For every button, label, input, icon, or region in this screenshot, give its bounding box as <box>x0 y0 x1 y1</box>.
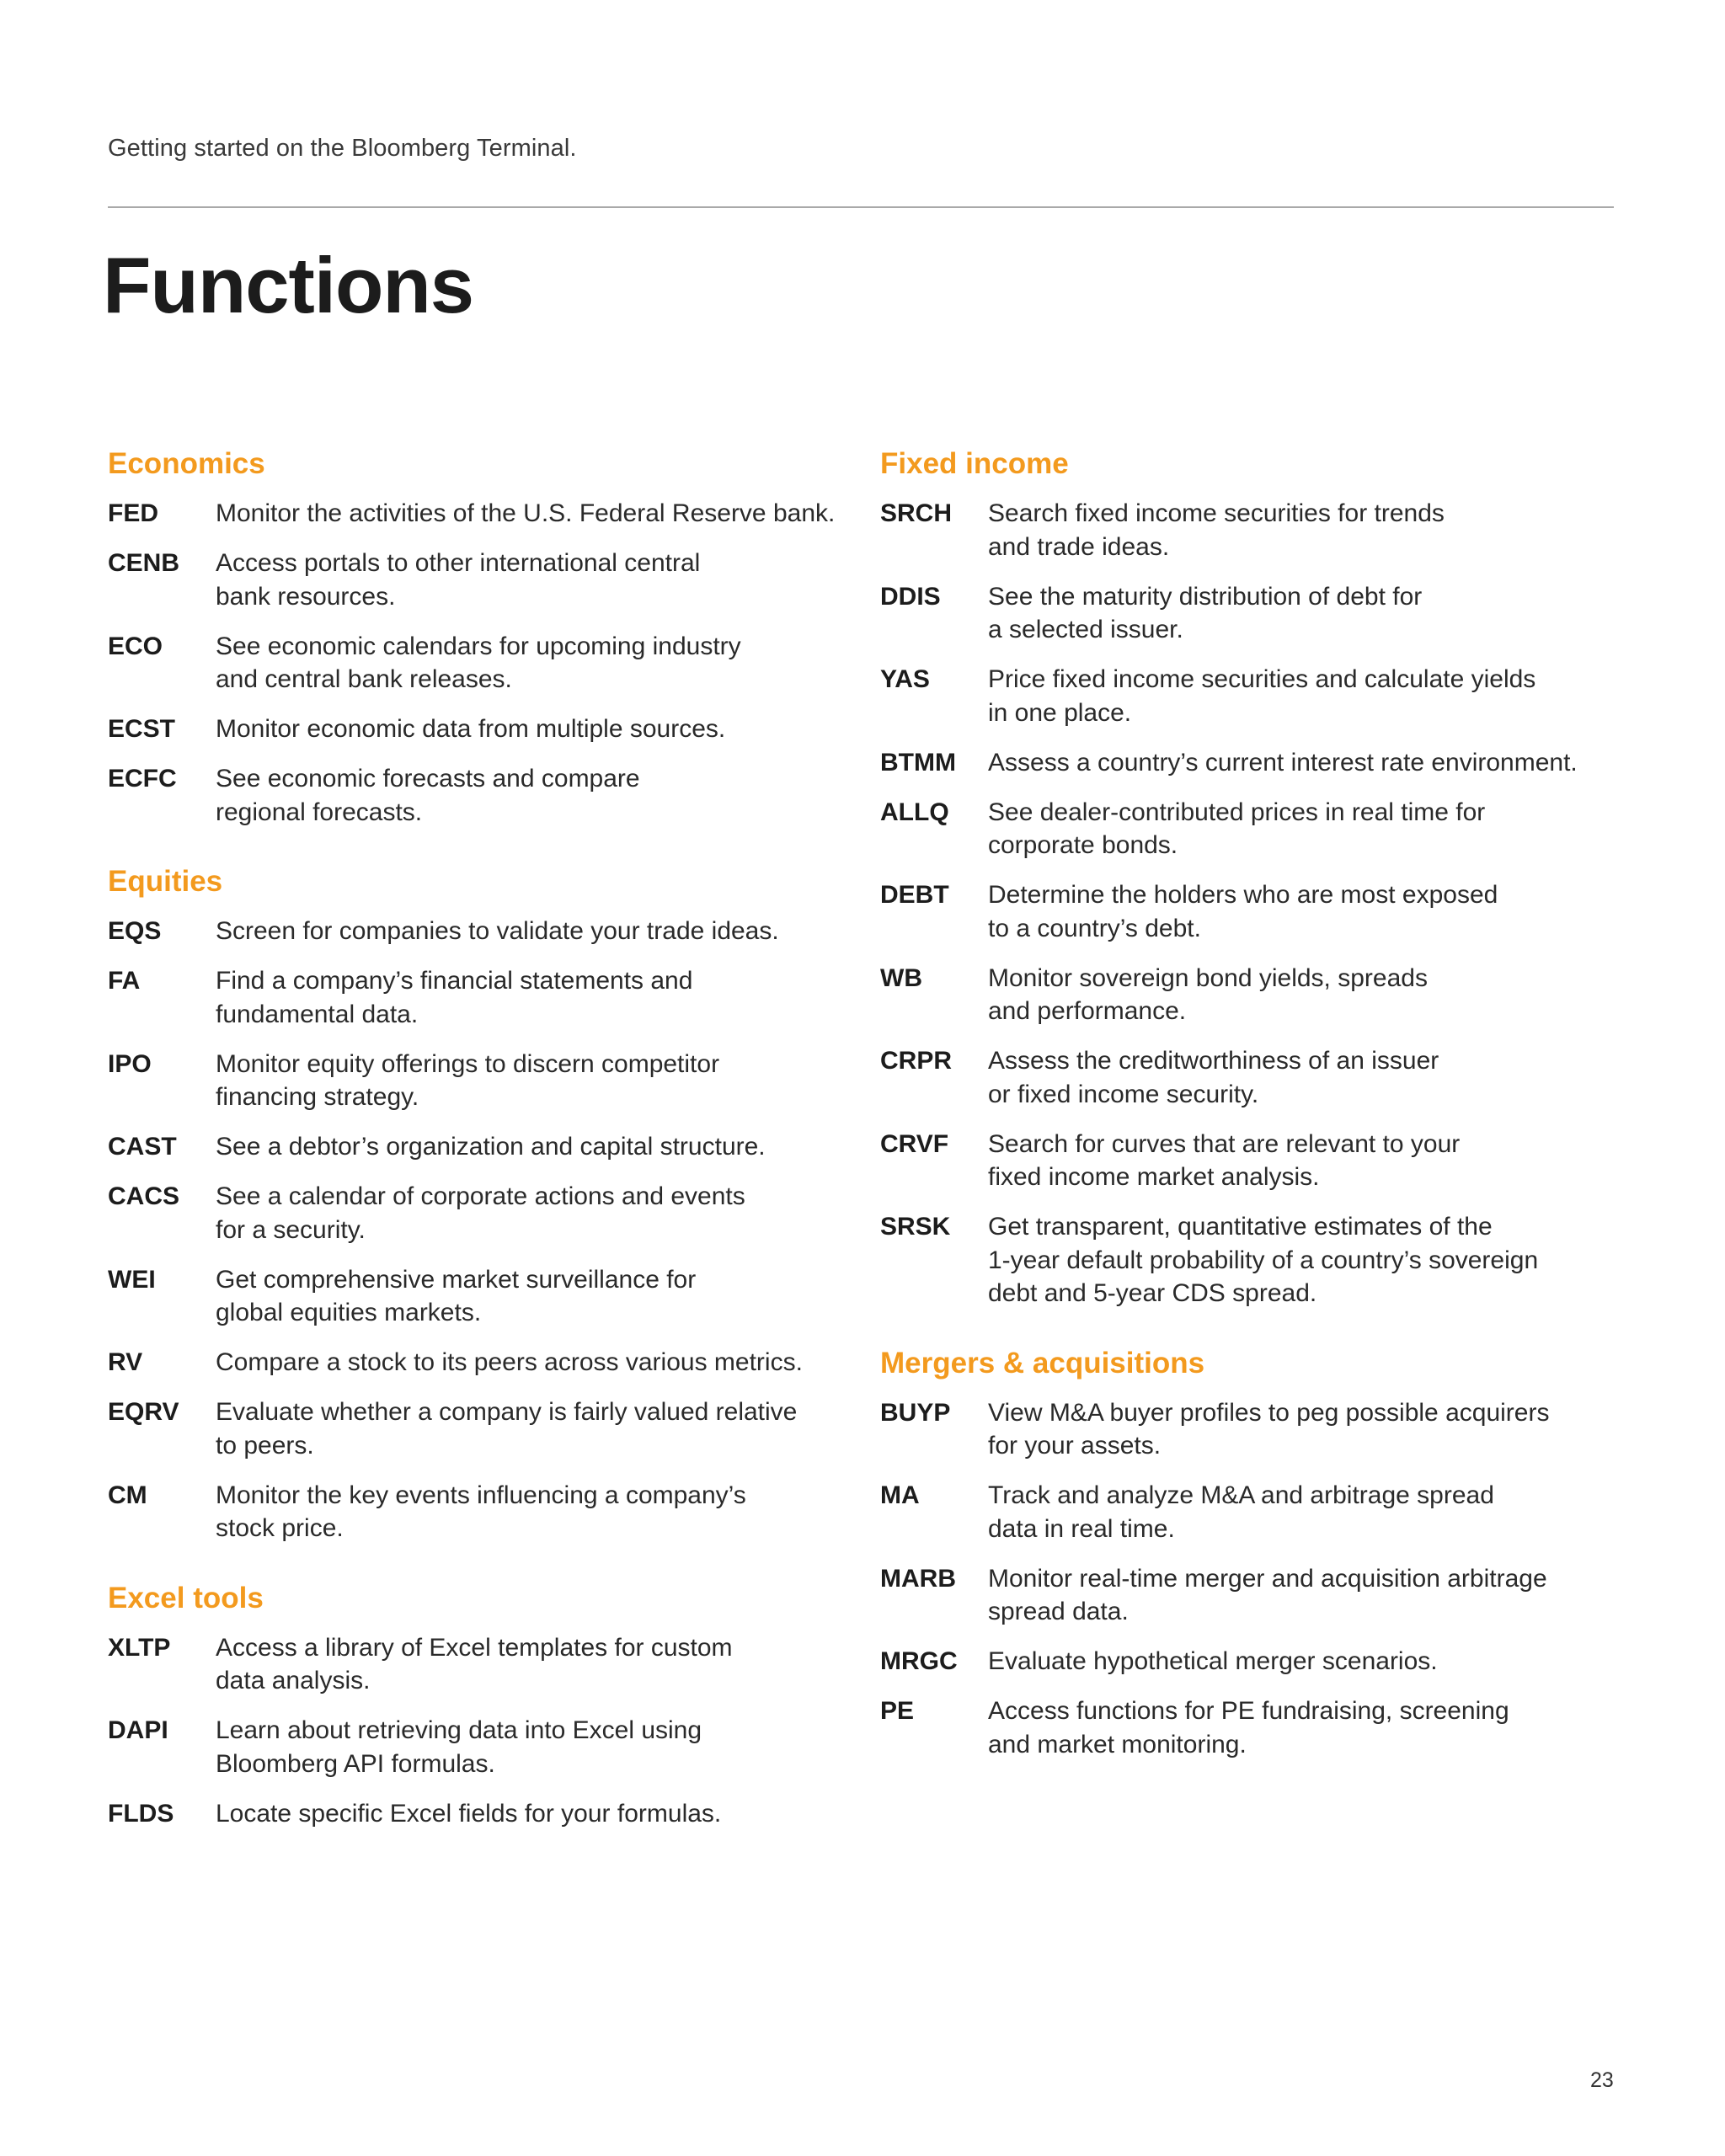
description-line: See the maturity distribution of debt for <box>988 582 1423 611</box>
function-code: CM <box>108 1481 147 1509</box>
description-line: and performance. <box>988 997 1187 1025</box>
function-description <box>988 1044 1439 1111</box>
function-description <box>216 1346 803 1380</box>
description-line: 1-year default probability of a country’s sovereign <box>988 1246 1539 1274</box>
section-fixed-income <box>880 446 1621 1310</box>
function-code: XLTP <box>108 1633 171 1662</box>
description-line: bank resources. <box>216 582 396 611</box>
description-line: Learn about retrieving data into Excel using <box>216 1716 702 1744</box>
function-description <box>988 1210 1538 1310</box>
description-line: View M&A buyer profiles to peg possible acquirers <box>988 1398 1550 1427</box>
page-number: 23 <box>1590 2068 1614 2092</box>
description-line: Track and analyze M&A and arbitrage spread <box>988 1481 1494 1509</box>
description-line: See economic forecasts and compare <box>216 765 640 792</box>
function-row-ddis <box>880 580 1621 647</box>
function-code: CAST <box>108 1133 177 1161</box>
description-line: a selected issuer. <box>988 616 1183 643</box>
function-description <box>988 1479 1494 1545</box>
description-line: in one place. <box>988 698 1132 727</box>
description-line: Screen for companies to validate your trade ideas. <box>216 917 779 945</box>
description-line: Evaluate hypothetical merger scenarios. <box>988 1647 1438 1675</box>
description-line: Find a company’s financial statements and <box>216 967 693 995</box>
section-equities <box>108 864 849 1545</box>
description-line: data analysis. <box>216 1667 371 1694</box>
description-line: for a security. <box>216 1215 366 1244</box>
description-line: See dealer-contributed prices in real time for <box>988 798 1486 826</box>
function-row-eqs <box>108 915 849 948</box>
function-code: ALLQ <box>880 798 949 826</box>
function-code: CRVF <box>880 1129 949 1158</box>
function-code: CACS <box>108 1182 180 1210</box>
function-code: CENB <box>108 549 180 577</box>
function-row-wb <box>880 962 1621 1028</box>
section-economics <box>108 446 849 829</box>
function-description <box>988 1128 1460 1194</box>
description-line: and trade ideas. <box>988 532 1170 561</box>
function-code: SRSK <box>880 1213 951 1241</box>
function-row-fed <box>108 497 849 531</box>
function-row-cast <box>108 1130 849 1164</box>
description-line: regional forecasts. <box>216 798 423 826</box>
function-row-wei <box>108 1263 849 1330</box>
description-line: Access a library of Excel templates for custom <box>216 1633 733 1662</box>
function-description <box>988 1694 1509 1761</box>
description-line: See economic calendars for upcoming industry <box>216 632 741 660</box>
function-description <box>216 1130 766 1164</box>
function-code: YAS <box>880 665 930 693</box>
function-code: FA <box>108 967 141 995</box>
running-header: Getting started on the Bloomberg Terminal. <box>108 135 577 162</box>
function-code: DEBT <box>880 881 949 909</box>
description-line: and market monitoring. <box>988 1730 1247 1758</box>
description-line: Assess a country’s current interest rate environment. <box>988 748 1578 776</box>
function-description <box>216 1797 721 1831</box>
function-row-marb <box>880 1562 1621 1629</box>
function-row-dapi <box>108 1714 849 1780</box>
function-description <box>988 580 1422 647</box>
description-line: spread data. <box>988 1598 1129 1625</box>
function-row-ipo <box>108 1048 849 1114</box>
function-code: ECFC <box>108 765 177 792</box>
description-line: Monitor equity offerings to discern competitor <box>216 1049 720 1078</box>
function-description <box>988 962 1428 1028</box>
header-divider <box>108 206 1614 208</box>
function-code: FLDS <box>108 1799 174 1828</box>
function-description <box>988 1645 1438 1678</box>
function-code: ECST <box>108 715 176 743</box>
function-description <box>988 746 1578 780</box>
function-code: SRCH <box>880 499 953 527</box>
section-heading: Equities <box>108 865 223 898</box>
description-line: or fixed income security. <box>988 1080 1259 1108</box>
function-row-mrgc <box>880 1645 1621 1678</box>
function-description <box>988 796 1485 862</box>
left-column <box>108 446 849 1865</box>
function-row-pe <box>880 1694 1621 1761</box>
function-row-cacs <box>108 1180 849 1246</box>
description-line: Monitor real-time merger and acquisition arbitrage <box>988 1564 1547 1593</box>
description-line: corporate bonds. <box>988 831 1178 859</box>
section-heading: Excel tools <box>108 1581 264 1614</box>
section-heading: Fixed income <box>880 447 1069 480</box>
function-code: CRPR <box>880 1047 953 1075</box>
function-description <box>988 1562 1547 1629</box>
function-row-cm <box>108 1479 849 1545</box>
description-line: Get comprehensive market surveillance for <box>216 1265 697 1294</box>
function-code: EQRV <box>108 1398 179 1426</box>
description-line: data in real time. <box>988 1514 1175 1543</box>
function-description <box>216 497 835 531</box>
function-row-crpr <box>880 1044 1621 1111</box>
function-code: WB <box>880 963 922 992</box>
function-row-ecfc <box>108 762 849 829</box>
function-description <box>216 1048 719 1114</box>
description-line: fixed income market analysis. <box>988 1163 1320 1191</box>
description-line: Access portals to other international central <box>216 549 701 577</box>
section-heading: Mergers & acquisitions <box>880 1346 1205 1380</box>
function-description <box>216 1180 745 1246</box>
function-row-yas <box>880 663 1621 729</box>
function-description <box>216 1396 797 1462</box>
description-line: Price fixed income securities and calculate yields <box>988 665 1536 693</box>
function-row-ma <box>880 1479 1621 1545</box>
description-line: financing strategy. <box>216 1083 419 1111</box>
description-line: and central bank releases. <box>216 665 512 693</box>
description-line: Search fixed income securities for trends <box>988 499 1445 527</box>
description-line: global equities markets. <box>216 1299 482 1326</box>
function-description <box>216 1631 733 1698</box>
description-line: for your assets. <box>988 1432 1162 1460</box>
function-row-eco <box>108 630 849 696</box>
function-description <box>216 1263 696 1330</box>
function-code: MA <box>880 1481 920 1509</box>
function-row-srch <box>880 497 1621 563</box>
function-row-fa <box>108 964 849 1031</box>
function-description <box>216 547 700 613</box>
description-line: See a debtor’s organization and capital structure. <box>216 1133 766 1161</box>
function-code: IPO <box>108 1049 152 1078</box>
description-line: Access functions for PE fundraising, screening <box>988 1697 1509 1725</box>
right-column <box>880 446 1621 1796</box>
description-line: to peers. <box>216 1431 314 1460</box>
description-line: Monitor the activities of the U.S. Federal Reserve bank. <box>216 499 836 527</box>
function-row-crvf <box>880 1128 1621 1194</box>
description-line: Compare a stock to its peers across various metrics. <box>216 1348 803 1376</box>
description-line: to a country’s debt. <box>988 914 1201 942</box>
description-line: Search for curves that are relevant to your <box>988 1129 1461 1158</box>
function-row-rv <box>108 1346 849 1380</box>
description-line: fundamental data. <box>216 1000 419 1028</box>
function-description <box>216 1714 702 1780</box>
function-description <box>988 497 1445 563</box>
function-description <box>216 630 741 696</box>
function-code: DAPI <box>108 1716 168 1744</box>
function-description <box>216 1479 746 1545</box>
description-line: Get transparent, quantitative estimates of the <box>988 1213 1493 1241</box>
function-code: ECO <box>108 632 163 660</box>
function-description <box>988 663 1535 729</box>
description-line: Monitor sovereign bond yields, spreads <box>988 963 1428 992</box>
description-line: Assess the creditworthiness of an issuer <box>988 1047 1439 1075</box>
function-code: PE <box>880 1697 915 1725</box>
function-description <box>216 915 779 948</box>
function-description <box>216 712 725 746</box>
function-row-srsk <box>880 1210 1621 1310</box>
description-line: stock price. <box>216 1514 344 1542</box>
function-code: RV <box>108 1348 143 1376</box>
function-row-buyp <box>880 1396 1621 1463</box>
function-description <box>988 1396 1549 1463</box>
description-line: Locate specific Excel fields for your formulas. <box>216 1799 722 1828</box>
description-line: Monitor the key events influencing a company’s <box>216 1481 746 1509</box>
function-description <box>988 878 1498 945</box>
description-line: Evaluate whether a company is fairly valued relative <box>216 1398 798 1426</box>
function-code: MARB <box>880 1564 956 1593</box>
function-row-eqrv <box>108 1396 849 1462</box>
description-line: debt and 5-year CDS spread. <box>988 1279 1317 1307</box>
description-line: Bloomberg API formulas. <box>216 1749 495 1778</box>
description-line: Monitor economic data from multiple sources. <box>216 715 726 743</box>
function-row-btmm <box>880 746 1621 780</box>
function-description <box>216 762 640 829</box>
section-heading: Economics <box>108 447 265 480</box>
function-row-ecst <box>108 712 849 746</box>
section-mergers-and-acquisitions <box>880 1346 1621 1762</box>
function-code: BTMM <box>880 748 956 776</box>
function-code: MRGC <box>880 1647 958 1675</box>
function-row-xltp <box>108 1631 849 1698</box>
function-code: BUYP <box>880 1398 951 1427</box>
function-row-debt <box>880 878 1621 945</box>
function-code: WEI <box>108 1265 156 1294</box>
page-title: Functions <box>103 241 474 329</box>
description-line: Determine the holders who are most exposed <box>988 881 1498 909</box>
function-code: EQS <box>108 917 162 945</box>
function-row-cenb <box>108 547 849 613</box>
function-row-allq <box>880 796 1621 862</box>
function-row-flds <box>108 1797 849 1831</box>
function-code: DDIS <box>880 582 941 611</box>
function-code: FED <box>108 499 158 527</box>
section-excel-tools <box>108 1581 849 1831</box>
function-description <box>216 964 692 1031</box>
description-line: See a calendar of corporate actions and events <box>216 1182 745 1210</box>
